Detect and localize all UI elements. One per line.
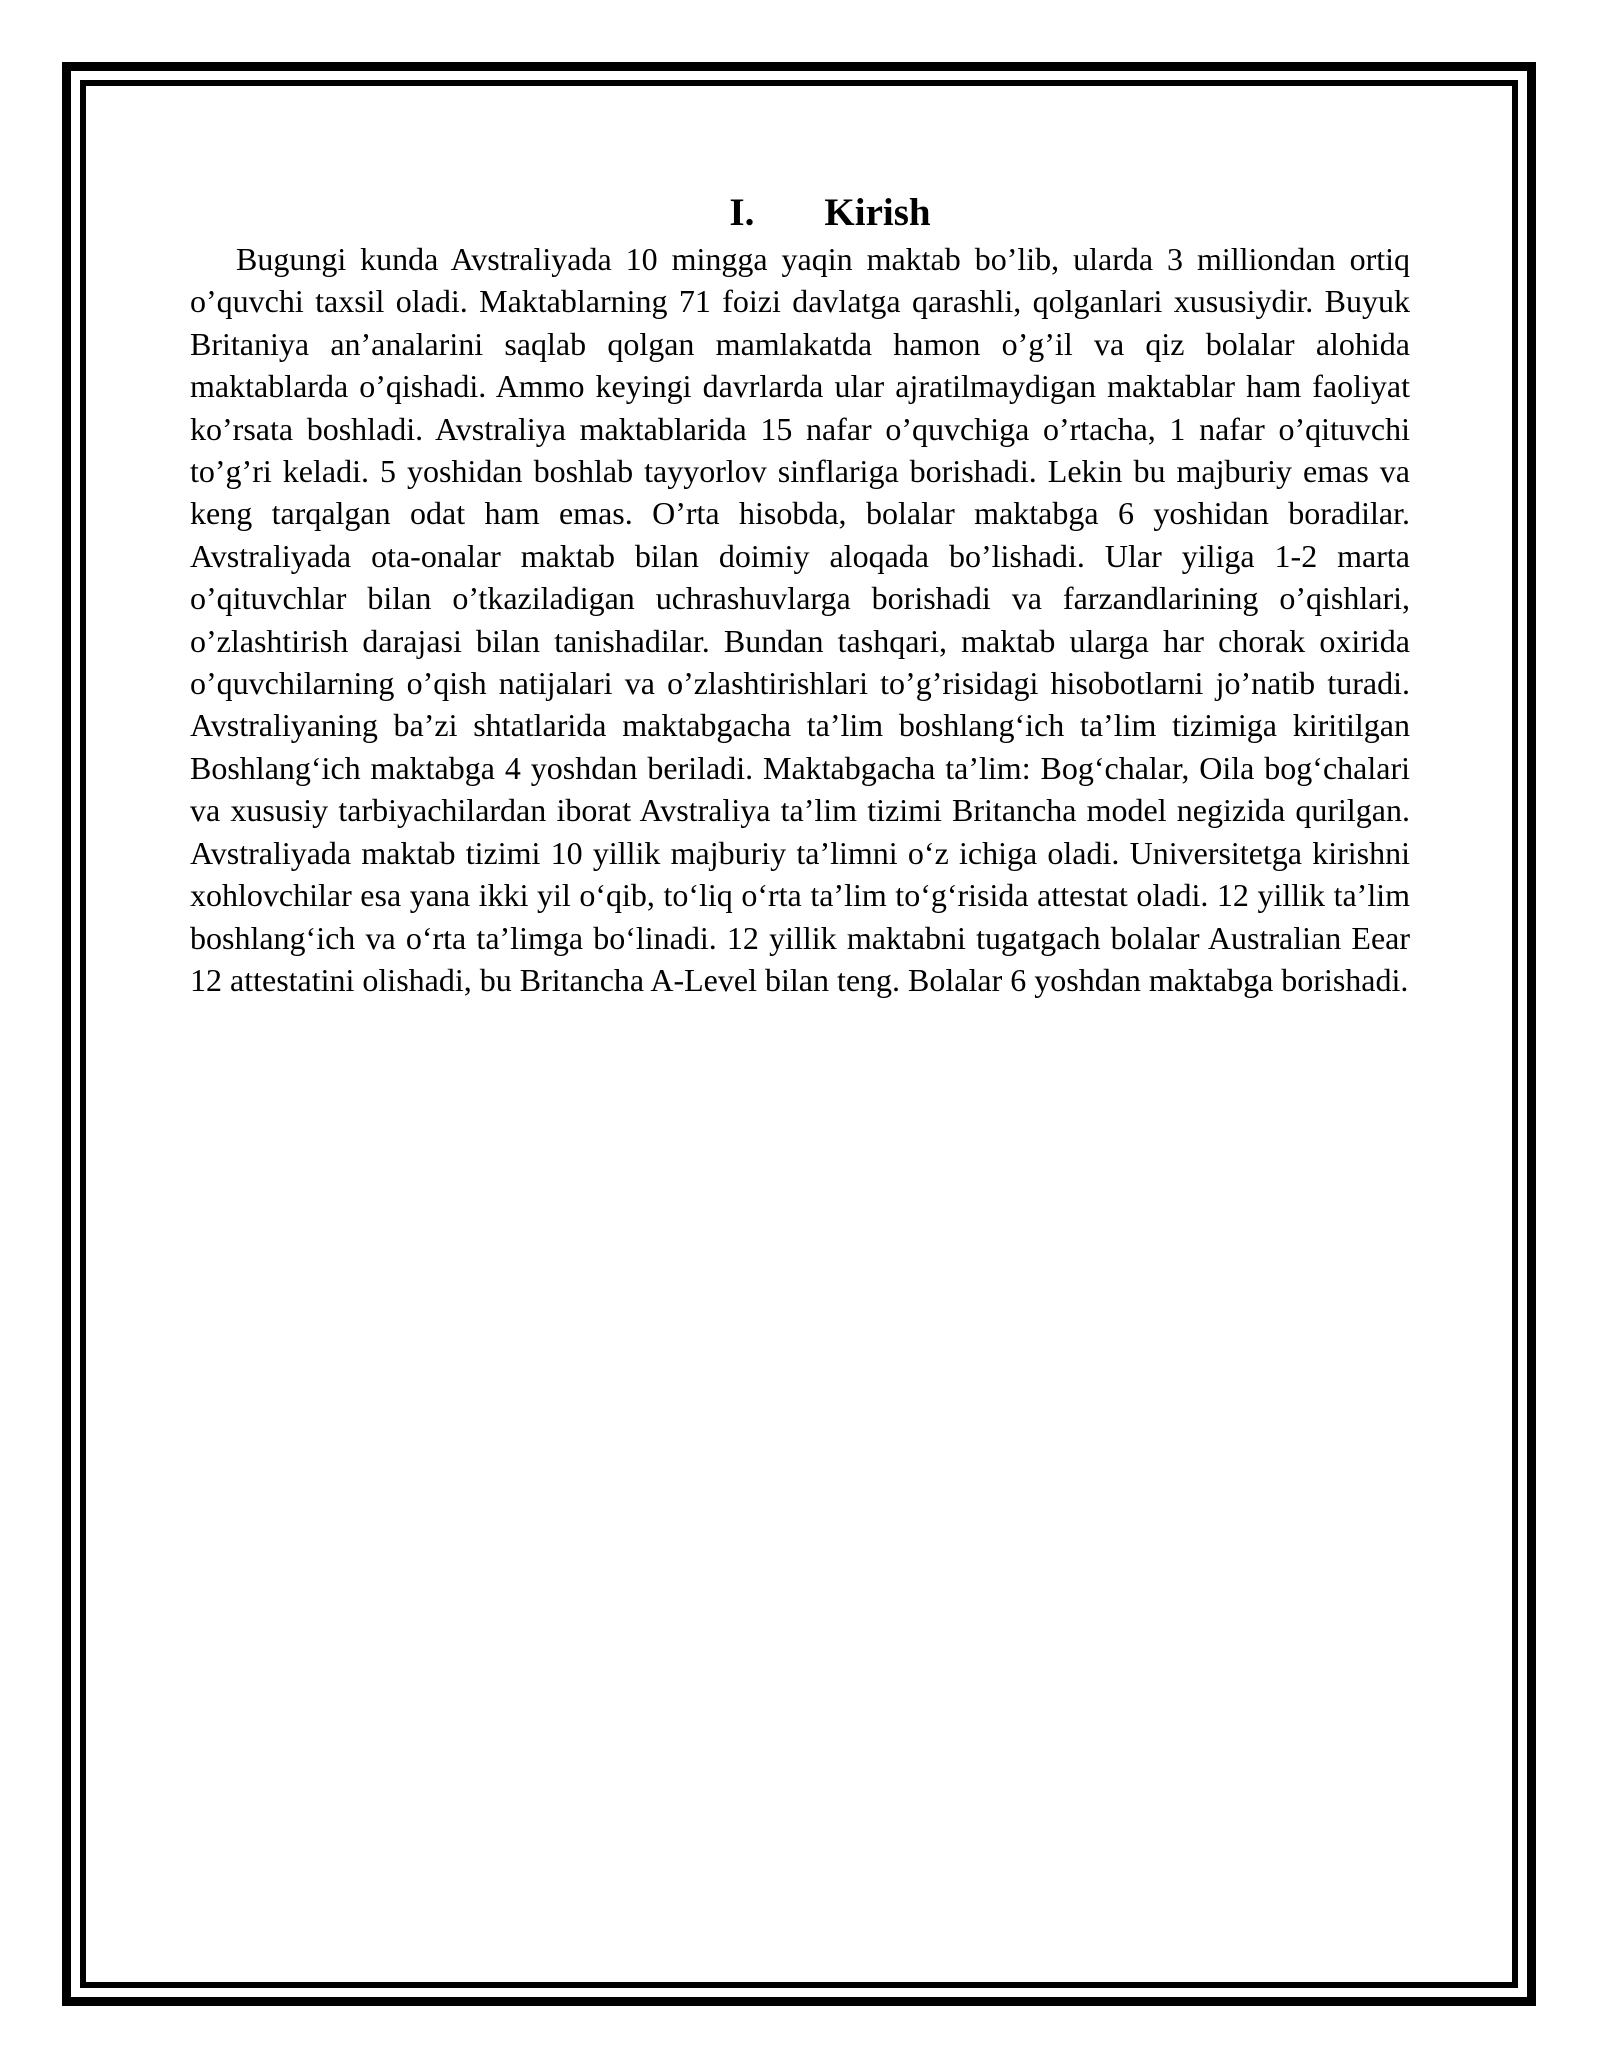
section-title: Kirish bbox=[824, 191, 931, 234]
section-number: I. bbox=[729, 191, 755, 234]
body-paragraph: Bugungi kunda Avstraliyada 10 mingga yaqin maktab bo’lib, ularda 3 milliondan ortiq o’quvchi taxsil oladi. Maktablarning 71 foizi davlatga qarashli, qolganlari xususiydir. Buyuk Britaniya an’analarini saqlab qolgan mamlakatda hamon o’g’il va qiz bolalar alohida maktablarda o’qishadi. Ammo keyingi davrlarda ular ajratilmaydigan maktablar ham faoliyat ko’rsata boshladi. Avstraliya maktablarida 15 nafar o’quvchiga o’rtacha, 1 nafar o’qituvchi to’g’ri keladi. 5 yoshidan boshlab tayyorlov sinflariga borishadi. Lekin bu majburiy emas va keng tarqalgan odat ham emas. O’rta hisobda, bolalar maktabga 6 yoshidan boradilar. Avstraliyada ota-onalar maktab bilan doimiy aloqada bo’lishadi. Ular yiliga 1-2 marta o’qituvchlar bilan o’tkaziladigan uchrashuvlarga borishadi va farzandlarining o’qishlari, o’zlashtirish darajasi bilan tanishadilar. Bundan tashqari, maktab ularga har chorak oxirida o’quvchilarning o’qish natijalari va o’zlashtirishlari to’g’risidagi hisobotlarni jo’natib turadi. Avstraliyaning ba’zi shtatlarida maktabgacha ta’lim boshlang‘ich ta’lim tizimiga kiritilgan Boshlang‘ich maktabga 4 yoshdan beriladi. Maktabgacha ta’lim: Bog‘chalar, Oila bog‘chalari va xususiy tarbiyachilardan iborat Avstraliya ta’lim tizimi Britancha model negizida qurilgan. Avstraliyada maktab tizimi 10 yillik majburiy ta’limni o‘z ichiga oladi. Universitetga kirishni xohlovchilar esa yana ikki yil o‘qib, to‘liq o‘rta ta’lim to‘g‘risida attestat oladi. 12 yillik ta’lim boshlang‘ich va o‘rta ta’limga bo‘linadi. 12 yillik maktabni tugatgach bolalar Australian Eear 12 attestatini olishadi, bu Britancha A-Level bilan teng. Bolalar 6 yoshdan maktabga borishadi. bbox=[190, 241, 1410, 998]
document-body bbox=[190, 188, 1410, 1001]
section-heading bbox=[250, 188, 1410, 238]
